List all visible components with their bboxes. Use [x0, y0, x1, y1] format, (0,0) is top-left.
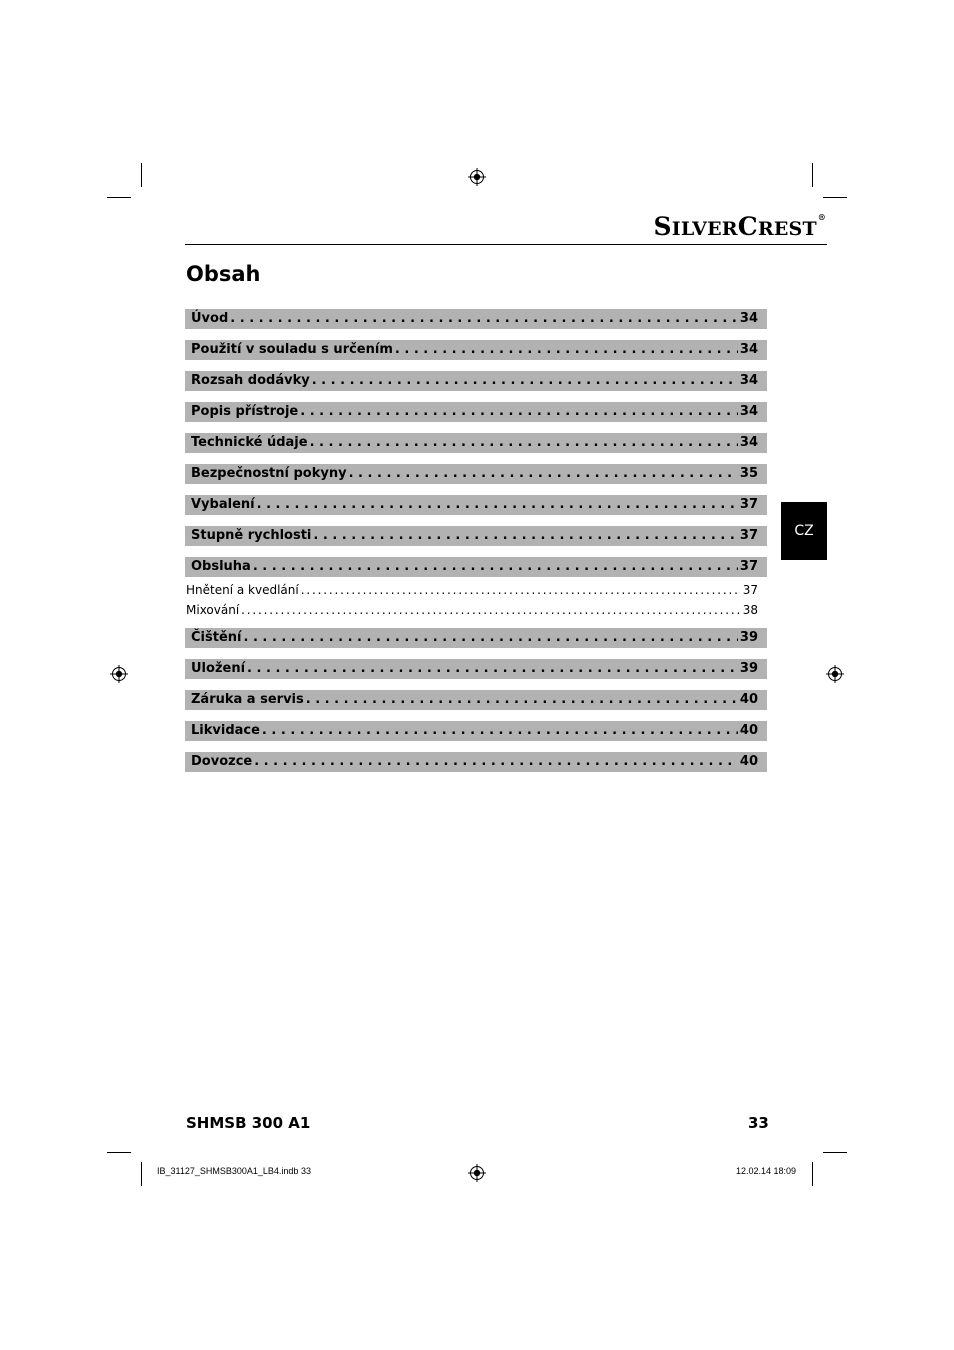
toc-dot-leader	[313, 526, 738, 546]
toc-entry	[185, 526, 767, 546]
crop-mark	[107, 197, 131, 198]
toc-entry-label: Technické údaje	[191, 435, 308, 450]
toc-entry-page: 37	[739, 559, 758, 574]
toc-entry-label: Uložení	[191, 661, 246, 676]
toc-dot-leader	[254, 752, 738, 772]
toc-entry-page: 34	[739, 311, 758, 326]
toc-dot-leader	[306, 690, 738, 710]
toc-entry-label: Záruka a servis	[191, 692, 304, 707]
print-slug-file: IB_31127_SHMSB300A1_LB4.indb 33	[157, 1166, 311, 1176]
crop-mark	[823, 197, 847, 198]
toc-dot-leader	[253, 557, 738, 577]
toc-dot-leader	[301, 580, 741, 600]
toc-entry-page: 34	[739, 435, 758, 450]
toc-dot-leader	[247, 659, 738, 679]
toc-entry-label: Stupně rychlosti	[191, 528, 312, 543]
toc-entry-page: 37	[739, 528, 758, 543]
toc-entry	[185, 371, 767, 391]
toc-entry-page: 40	[739, 754, 758, 769]
crop-mark	[141, 1162, 142, 1186]
registration-mark-icon	[468, 168, 486, 186]
toc-entry-page: 34	[739, 404, 758, 419]
crop-mark	[812, 1162, 813, 1186]
logo-registered-mark: ®	[817, 212, 826, 222]
toc-dot-leader	[243, 628, 737, 648]
toc-entry-label: Úvod	[191, 311, 229, 326]
toc-entry-label: Likvidace	[191, 723, 260, 738]
crop-mark	[812, 163, 813, 187]
toc-entry	[185, 752, 767, 772]
toc-entry	[185, 628, 767, 648]
toc-dot-leader	[262, 721, 738, 741]
toc-subentry	[185, 600, 767, 620]
page-number: 33	[748, 1114, 769, 1132]
toc-entry-page: 34	[739, 373, 758, 388]
toc-entry	[185, 557, 767, 577]
toc-entry-label: Použití v souladu s určením	[191, 342, 393, 357]
toc-entry	[185, 659, 767, 679]
brand-logo	[653, 212, 826, 241]
toc-subentry	[185, 580, 767, 600]
toc-entry-label: Hnětení a kvedlání	[186, 583, 299, 597]
registration-mark-icon	[826, 665, 844, 683]
toc-entry-page: 38	[742, 603, 758, 617]
registration-mark-icon	[468, 1164, 486, 1182]
toc-entry	[185, 464, 767, 484]
page-title: Obsah	[186, 262, 261, 286]
model-number: SHMSB 300 A1	[186, 1114, 311, 1132]
toc-entry	[185, 495, 767, 515]
table-of-contents	[185, 309, 767, 783]
toc-dot-leader	[310, 433, 738, 453]
toc-entry-page: 37	[742, 583, 758, 597]
toc-entry-page: 39	[739, 661, 758, 676]
toc-entry-page: 34	[739, 342, 758, 357]
crop-mark	[141, 163, 142, 187]
toc-entry-page: 35	[739, 466, 758, 481]
toc-entry-label: Vybalení	[191, 497, 255, 512]
toc-dot-leader	[395, 340, 738, 360]
toc-entry-label: Dovozce	[191, 754, 253, 769]
toc-entry-page: 39	[739, 630, 758, 645]
language-tab: CZ	[781, 502, 827, 560]
toc-entry-label: Obsluha	[191, 559, 251, 574]
toc-dot-leader	[312, 371, 738, 391]
crop-mark	[107, 1152, 131, 1153]
registration-mark-icon	[110, 665, 128, 683]
toc-entry-page: 37	[739, 497, 758, 512]
toc-entry	[185, 690, 767, 710]
print-slug-datetime: 12.02.14 18:09	[736, 1166, 797, 1176]
toc-entry	[185, 340, 767, 360]
toc-entry	[185, 433, 767, 453]
toc-entry	[185, 721, 767, 741]
toc-entry-label: Mixování	[186, 603, 240, 617]
toc-dot-leader	[300, 402, 738, 422]
logo-text: SILVERCREST	[653, 212, 817, 241]
toc-entry-label: Bezpečnostní pokyny	[191, 466, 347, 481]
toc-dot-leader	[241, 600, 741, 620]
toc-entry-label: Čištění	[191, 630, 242, 645]
crop-mark	[823, 1152, 847, 1153]
header-rule	[185, 244, 827, 245]
toc-dot-leader	[230, 309, 738, 329]
toc-dot-leader	[349, 464, 738, 484]
toc-entry	[185, 309, 767, 329]
toc-entry-page: 40	[739, 723, 758, 738]
toc-dot-leader	[257, 495, 738, 515]
toc-entry-page: 40	[739, 692, 758, 707]
toc-entry-label: Rozsah dodávky	[191, 373, 310, 388]
toc-entry-label: Popis přístroje	[191, 404, 299, 419]
toc-entry	[185, 402, 767, 422]
